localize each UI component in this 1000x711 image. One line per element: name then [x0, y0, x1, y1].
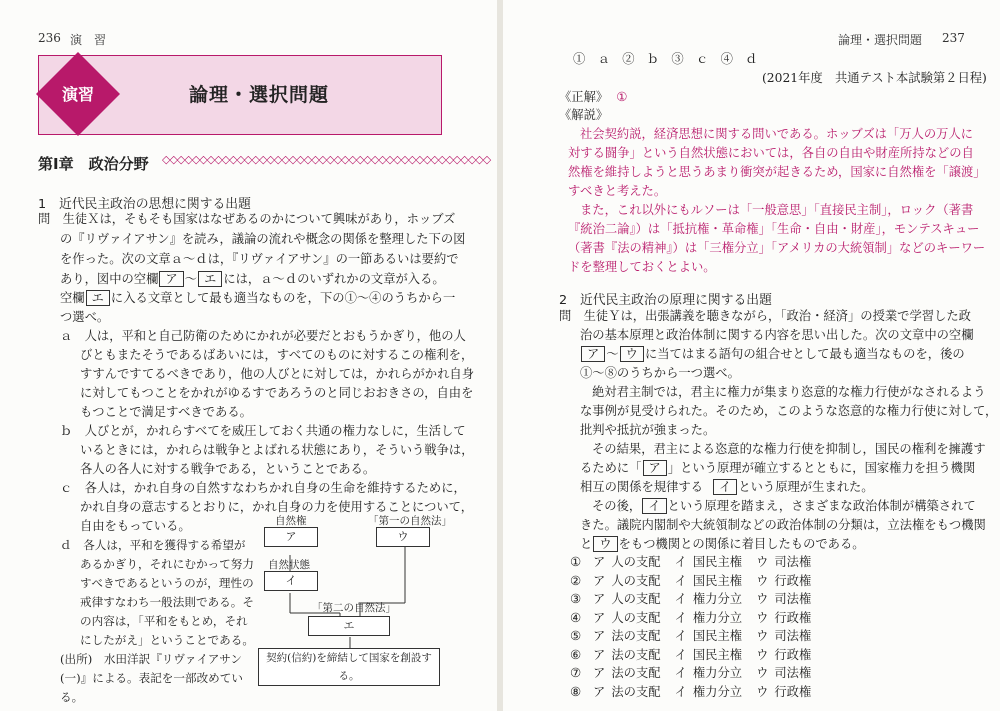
source-line: (出所) 水田洋訳『リヴァイアサン — [60, 652, 242, 666]
option-cell: 法の支配 — [611, 647, 661, 662]
label-state-of-nature: 自然状態 — [268, 559, 310, 571]
option-cell: イ — [674, 610, 687, 625]
q1-line: あり，図中の空欄 ア ～ エ には，ａ～ｄのいずれかの文章が入る。 — [60, 272, 445, 286]
option-cell: 人の支配 — [611, 573, 661, 588]
q2-heading: 2 近代民主政治の原理に関する出題 — [559, 293, 772, 308]
option-row — [570, 553, 817, 572]
chapter-title: 第Ⅰ章 政治分野 — [38, 155, 149, 173]
item-c-line: かれ自身の意志するとおりに，かれ自身の力を使用することについて， — [80, 500, 474, 514]
option-cell: ⑥ — [570, 647, 582, 662]
option-cell: 行政権 — [774, 573, 812, 588]
option-cell: ウ — [756, 555, 769, 569]
q2-passage-line: 絶対君主制では，君主に権力が集まり恣意的な権力行使がなされるよう — [592, 385, 986, 399]
banner-title: 論理・選択問題 — [189, 84, 330, 106]
item-d-line: の内容は，「平和をもとめ，それ — [80, 614, 248, 628]
option-cell: 司法権 — [774, 592, 812, 606]
banner-tag: 演習 — [61, 85, 95, 104]
option-cell: 人の支配 — [611, 555, 661, 569]
diagram-box-e: エ — [308, 616, 390, 636]
q2-line: ア ～ ウ に当てはまる語句の組合せとして最も適当なものを，後の — [580, 345, 965, 365]
option-cell: ウ — [756, 573, 769, 588]
q2-passage-line: きた。議院内閣制や大統領制などの政治体制の分類は，立法権をもつ機関 — [580, 518, 986, 532]
option-cell: イ — [674, 573, 687, 588]
q2-line: 治の基本原理と政治体制に関する内容を思い出した。次の文章中の空欄 — [580, 328, 974, 342]
option-cell: ① — [570, 555, 582, 569]
source-line: る。 — [60, 690, 84, 704]
item-d-line: ｄ 各人は，平和を獲得する希望が — [60, 538, 246, 552]
item-b-line: ｂ 人びとが，かれらすべてを威圧しておく共通の権力なしに，生活して — [60, 424, 466, 438]
option-cell: ③ — [570, 592, 582, 606]
option-cell: 権力分立 — [692, 610, 743, 625]
exam-source: (2021年度 共通テスト本試験第２日程) — [762, 71, 987, 85]
option-cell: 法の支配 — [611, 684, 661, 699]
option-cell: 法の支配 — [611, 666, 661, 680]
option-cell: ウ — [756, 610, 769, 625]
diagram-box-i: イ — [264, 571, 318, 591]
blank-box: エ — [198, 271, 222, 287]
item-d-line: すべきであるというのが，理性の — [80, 576, 254, 590]
item-a-line: ａ 人は，平和と自己防衛のためにかれが必要だとおもうかぎり，他の人 — [60, 329, 466, 343]
option-cell: 司法権 — [774, 555, 812, 569]
label-second-natural-law: 「第二の自然法」 — [312, 602, 396, 614]
item-a-line: もつことで満足すべきである。 — [80, 405, 252, 419]
option-cell: ⑧ — [570, 684, 582, 699]
option-cell: イ — [674, 629, 687, 643]
option-cell: ア — [593, 684, 606, 699]
blank-box: ア — [159, 271, 183, 287]
q1-heading: 1 近代民主政治の思想に関する出題 — [38, 197, 251, 212]
option-cell: ア — [593, 666, 606, 680]
option-cell: 行政権 — [774, 647, 812, 662]
option-cell: ア — [593, 629, 606, 643]
diagram-bottom-box: 契約(信約)を締結して国家を創設する。 — [258, 648, 440, 686]
option-cell: ⑦ — [570, 666, 582, 680]
option-cell: ウ — [756, 684, 769, 699]
option-cell: 国民主権 — [692, 629, 743, 643]
q2-passage-line: その結果，君主による恣意的な権力行使を抑制し，国民の権利を擁護す — [592, 442, 986, 456]
item-a-line: に対してもつことをかれがゆるすであろうのと同じおおきさの，自由を — [80, 386, 474, 400]
option-cell: ② — [570, 573, 582, 588]
option-cell: 司法権 — [774, 629, 812, 643]
option-cell: ウ — [756, 666, 769, 680]
option-cell: ア — [593, 592, 606, 606]
option-cell: ウ — [756, 629, 769, 643]
option-cell: ④ — [570, 610, 582, 625]
label-first-natural-law: 「第一の自然法」 — [368, 515, 452, 527]
q2-options-table — [570, 553, 817, 701]
option-cell: 権力分立 — [692, 666, 743, 680]
option-row — [570, 590, 817, 609]
exercise-diamond-badge — [36, 52, 120, 136]
diagram-box-u: ウ — [376, 527, 430, 547]
correct-answer: 《正解》 ① — [559, 90, 628, 104]
q2-passage-line: るために「 ア 」という原理が確立するとともに，国家権力を担う機関 — [580, 461, 976, 475]
option-cell: 国民主権 — [692, 573, 743, 588]
option-cell: 権力分立 — [692, 684, 743, 699]
answer-choices: ① ａ ② ｂ ③ ｃ ④ ｄ — [573, 52, 758, 66]
option-row — [570, 572, 817, 591]
item-c-line: ｃ 各人は，かれ自身の自然すなわちかれ自身の生命を維持するために， — [60, 481, 466, 495]
option-cell: ア — [593, 647, 606, 662]
q2-passage-line: その後， イ という原理を踏まえ，さまざまな政治体制が構築されて — [592, 499, 976, 513]
option-row — [570, 664, 817, 683]
blank-box: ア — [643, 460, 667, 476]
item-a-line: すすんですてるべきであり，他の人びとに対しては，かれらがかれ自身 — [80, 367, 474, 381]
source-line: (一)』による。表記を一部改めてい — [60, 671, 243, 685]
diagram-box-a: ア — [264, 527, 318, 547]
right-page-number: 237 — [942, 31, 965, 45]
blank-box: ウ — [620, 346, 644, 362]
blank-box: ア — [581, 346, 605, 362]
item-d-line: あるかぎり，それにむかって努力 — [80, 557, 254, 571]
item-a-line: びともまたそうであるばあいには，すべてのものに対するこの権利を， — [80, 348, 474, 362]
option-cell: ア — [593, 555, 606, 569]
option-cell: 人の支配 — [611, 592, 661, 606]
option-cell: 国民主権 — [692, 555, 743, 569]
blank-box: エ — [86, 290, 110, 306]
q2-line: ①～⑧のうちから一つ選べ。 — [580, 366, 740, 380]
option-cell: ウ — [756, 592, 769, 606]
q2-passage-line: と ウ をもつ機関との関係に着目したものである。 — [580, 537, 865, 551]
item-b-line: 各人の各人に対する戦争である，ということである。 — [80, 462, 376, 476]
left-page-number: 236 — [38, 31, 61, 45]
chapter-decoration: ◇◇◇◇◇◇◇◇◇◇◇◇◇◇◇◇◇◇◇◇◇◇◇◇◇◇◇◇◇◇◇◇◇◇◇◇◇◇◇◇◇◇◇◇ — [162, 153, 491, 166]
option-row — [570, 627, 817, 646]
q1-line: 問 生徒Ｘは，そもそも国家はなぜあるのかについて興味があり，ホッブズ — [38, 212, 456, 226]
q1-line: の『リヴァイアサン』を読み，議論の流れや概念の関係を整理した下の図 — [60, 232, 466, 246]
option-cell: 人の支配 — [611, 610, 661, 625]
option-cell: ウ — [756, 647, 769, 662]
item-d-line: 戒律すなわち一般法則である。そ — [80, 595, 254, 609]
option-row — [570, 609, 817, 628]
option-cell: ⑤ — [570, 629, 582, 643]
item-c-line: 自由をもっている。 — [80, 519, 191, 533]
option-cell: 国民主権 — [692, 647, 743, 662]
option-cell: イ — [674, 592, 687, 606]
option-cell: イ — [674, 647, 687, 662]
option-cell: イ — [674, 684, 687, 699]
option-cell: 司法権 — [774, 666, 812, 680]
option-cell: 行政権 — [774, 684, 812, 699]
label-natural-right: 自然権 — [275, 515, 307, 527]
item-b-line: いるときには，かれらは戦争とよばれる状態にあり，そういう戦争は， — [80, 443, 474, 457]
option-cell: ア — [593, 610, 606, 625]
option-cell: ア — [593, 573, 606, 588]
option-cell: イ — [674, 555, 687, 569]
explanation-label: 《解説》 — [559, 108, 609, 122]
option-cell: イ — [674, 666, 687, 680]
q2-passage-line: 批判や抵抗が強まった。 — [580, 423, 716, 437]
item-d-line: にしたがえ」ということである。 — [80, 633, 254, 647]
blank-box: イ — [713, 479, 737, 495]
q1-line: つ選べ。 — [60, 310, 110, 324]
right-running-head: 論理・選択問題 — [838, 33, 923, 47]
left-running-head: 演 習 — [70, 33, 107, 47]
option-cell: 権力分立 — [692, 592, 743, 606]
option-cell: 法の支配 — [611, 629, 661, 643]
option-cell: 行政権 — [774, 610, 812, 625]
q1-line: を作った。次の文章ａ～ｄは，『リヴァイアサン』の一節あるいは要約で — [60, 252, 459, 266]
q2-passage-line: な事例が見受けられた。そのため，このような恣意的な権力行使に対して， — [580, 404, 998, 418]
blank-box: ウ — [593, 536, 617, 552]
option-row — [570, 683, 817, 702]
blank-box: イ — [642, 498, 666, 514]
q1-line: 空欄 エ に入る文章として最も適当なものを，下の①～④のうちから一 — [60, 291, 456, 305]
q2-passage-line: 相互の関係を規律する — [580, 480, 703, 494]
q2-passage-line: イ という原理が生まれた。 — [712, 478, 874, 498]
q2-line: 問 生徒Ｙは，出張講義を聴きながら，「政治・経済」の授業で学習した政 — [559, 309, 971, 323]
option-row — [570, 646, 817, 665]
